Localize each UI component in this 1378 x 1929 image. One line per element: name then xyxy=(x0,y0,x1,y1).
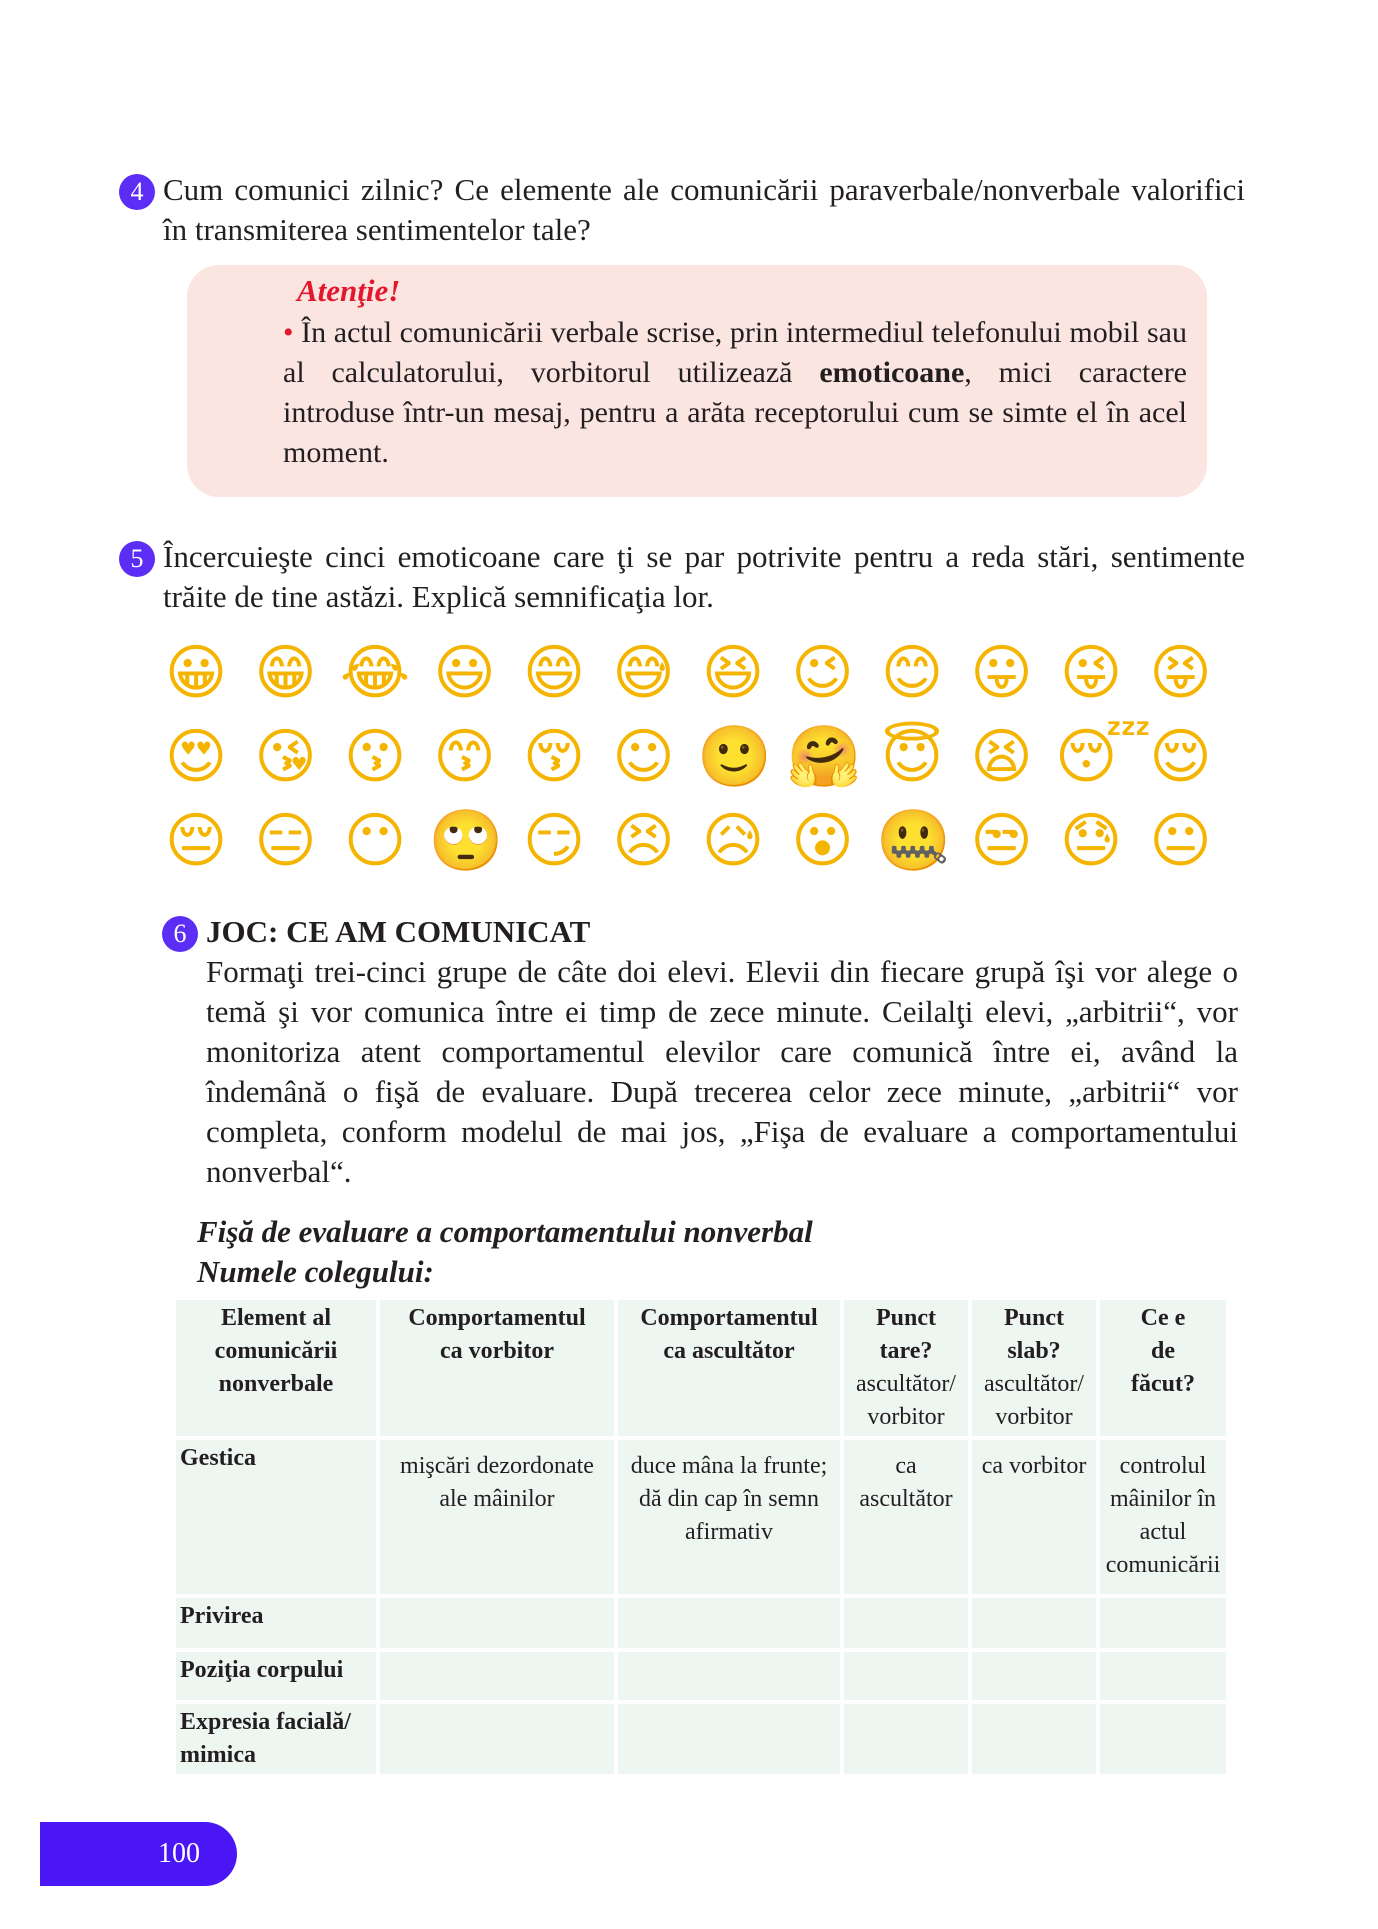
table-cell-empty[interactable] xyxy=(380,1598,614,1648)
row-label: Expresia facială/ mimica xyxy=(176,1704,376,1774)
note-text-after: , mici caractere introduse într-un mesaj, pentru a arăta receptorului cum se simte el în acel moment. xyxy=(283,356,1188,469)
header-speaker-behaviour: Comportamentul ca vorbitor xyxy=(380,1300,614,1436)
question-text: Încercuieşte cinci emoticoane care ţi se par potrivite pentru a reda stări, sentimente trăite de tine astăzi. Explică semnificaţia lor. xyxy=(163,539,1245,614)
kissing-smile-emoji-icon[interactable]: 😙 xyxy=(433,722,496,792)
beaming-emoji-icon[interactable]: 😁 xyxy=(254,638,317,708)
question-number-badge: 4 xyxy=(119,174,155,210)
hushed-emoji-icon[interactable]: 😮 xyxy=(791,806,854,876)
row-label: Gestica xyxy=(176,1440,376,1594)
tongue-emoji-icon[interactable]: 😛 xyxy=(970,638,1033,708)
question-6 xyxy=(173,912,1238,1192)
blush-emoji-icon[interactable]: 😊 xyxy=(880,638,944,708)
table-cell-empty[interactable] xyxy=(972,1652,1096,1700)
no-mouth-emoji-icon[interactable]: 😶 xyxy=(343,806,407,876)
table-cell-empty[interactable] xyxy=(380,1704,614,1774)
squint-tongue-emoji-icon[interactable]: 😝 xyxy=(1149,638,1212,708)
zipper-mouth-emoji-icon[interactable]: 🤐 xyxy=(876,806,951,876)
slight-smile-emoji-icon[interactable]: 🙂 xyxy=(697,722,772,792)
table-row xyxy=(176,1704,1226,1774)
relieved-emoji-icon[interactable]: 😌 xyxy=(1149,722,1212,792)
attention-title: Atenţie! xyxy=(297,273,401,308)
table-cell-empty[interactable] xyxy=(618,1598,840,1648)
grinning-emoji-icon[interactable]: 😀 xyxy=(164,638,228,708)
hug-emoji-icon[interactable]: 🤗 xyxy=(786,722,862,792)
smirk-emoji-icon[interactable]: 😏 xyxy=(522,806,586,876)
row-label: Poziţia corpului xyxy=(176,1652,376,1700)
unamused-emoji-icon[interactable]: 😒 xyxy=(970,806,1033,876)
table-cell: mişcări dezordonate ale mâinilor xyxy=(380,1440,614,1594)
row-label: Privirea xyxy=(176,1598,376,1648)
laughing-emoji-icon[interactable]: 😆 xyxy=(701,638,765,708)
table-cell-empty[interactable] xyxy=(972,1704,1096,1774)
table-cell-empty[interactable] xyxy=(844,1704,968,1774)
table-cell-empty[interactable] xyxy=(1100,1704,1226,1774)
question-number-badge: 6 xyxy=(162,916,198,952)
tears-of-joy-emoji-icon[interactable]: 😂 xyxy=(339,638,411,708)
tired-emoji-icon[interactable]: 😫 xyxy=(970,722,1033,792)
smiley-emoji-icon[interactable]: 😃 xyxy=(433,638,496,708)
wink-emoji-icon[interactable]: 😉 xyxy=(791,638,854,708)
relaxed-emoji-icon[interactable]: ☺ xyxy=(612,722,675,792)
heart-eyes-emoji-icon[interactable]: 😍 xyxy=(164,722,228,792)
colleague-name-label: Numele colegului: xyxy=(197,1254,434,1289)
sheet-title: Fişă de evaluare a comportamentului nonverbal xyxy=(197,1214,813,1249)
table-cell-empty[interactable] xyxy=(1100,1652,1226,1700)
downcast-sweat-emoji-icon[interactable]: 😓 xyxy=(1059,806,1123,876)
expressionless-emoji-icon[interactable]: 😑 xyxy=(254,806,317,876)
question-5 xyxy=(130,537,1245,617)
header-listener-behaviour: Comportamentul ca ascultător xyxy=(618,1300,840,1436)
question-4 xyxy=(130,170,1245,250)
table-cell-empty[interactable] xyxy=(618,1704,840,1774)
table-cell-empty[interactable] xyxy=(618,1652,840,1700)
sad-relieved-emoji-icon[interactable]: 😥 xyxy=(701,806,765,876)
table-row xyxy=(176,1652,1226,1700)
question-number-badge: 5 xyxy=(119,541,155,577)
table-cell: controlul mâinilor în actul comunicării xyxy=(1100,1440,1226,1594)
emoji-grid xyxy=(160,637,1226,877)
header-weak-point: Punct slab? ascultător/ vorbitor xyxy=(972,1300,1096,1436)
neutral-emoji-icon[interactable]: 😐 xyxy=(1149,806,1212,876)
header-strong-point: Punct tare? ascultător/ vorbitor xyxy=(844,1300,968,1436)
page-number: 100 xyxy=(158,1838,200,1869)
table-row xyxy=(176,1440,1226,1594)
wink-tongue-emoji-icon[interactable]: 😜 xyxy=(1059,638,1123,708)
table-header-row xyxy=(176,1300,1226,1436)
table-cell-empty[interactable] xyxy=(380,1652,614,1700)
game-instructions: Formaţi trei-cinci grupe de câte doi elevi. Elevii din fiecare grupă îşi vor alege o temă şi vor comunica între ei timp de zece minute. Ceilalţi elevi, „arbitrii“, vor monitoriza atent comportamentul elevilor care comunică între ei, având la îndemână o fişă de evaluare. După trecerea celor zece minute, „arbitrii“ vor completa, conform modelul de mai jos, „Fişa de evaluare a comportamentului nonverbal“. xyxy=(206,954,1238,1189)
attention-text xyxy=(283,313,1187,473)
note-text-before: În actul comunicării verbale scrise, prin intermediul telefonului mobil sau al calculatorului, vorbitorul utilizează xyxy=(283,316,1187,389)
table-cell-empty[interactable] xyxy=(844,1598,968,1648)
table-cell: ca ascultător xyxy=(844,1440,968,1594)
table-cell-empty[interactable] xyxy=(1100,1598,1226,1648)
table-cell-empty[interactable] xyxy=(844,1652,968,1700)
persevere-emoji-icon[interactable]: 😣 xyxy=(612,806,675,876)
question-text: Cum comunici zilnic? Ce elemente ale comunicării paraverbale/nonverbale valorifici în transmiterea sentimentelor tale? xyxy=(163,172,1245,247)
sleeping-emoji-icon[interactable]: 😴 xyxy=(1055,722,1152,792)
evaluation-table xyxy=(172,1296,1230,1778)
smile-emoji-icon[interactable]: 😄 xyxy=(522,638,586,708)
sweat-smile-emoji-icon[interactable]: 😅 xyxy=(612,638,675,708)
table-row xyxy=(176,1598,1226,1648)
note-bold-term: emoticoane xyxy=(819,356,965,389)
halo-emoji-icon[interactable]: 😇 xyxy=(880,722,944,792)
kiss-heart-emoji-icon[interactable]: 😘 xyxy=(254,722,317,792)
pensive-emoji-icon[interactable]: 😔 xyxy=(164,806,228,876)
page-number-tab xyxy=(40,1822,237,1886)
kissing-emoji-icon[interactable]: 😗 xyxy=(343,722,407,792)
attention-box xyxy=(187,265,1207,497)
bullet-icon: • xyxy=(283,316,294,349)
kissing-closed-emoji-icon[interactable]: 😚 xyxy=(522,722,586,792)
eye-roll-emoji-icon[interactable]: 🙄 xyxy=(428,806,504,876)
table-cell-empty[interactable] xyxy=(972,1598,1096,1648)
table-cell: duce mâna la frunte; dă din cap în semn afirmativ xyxy=(618,1440,840,1594)
table-cell: ca vorbitor xyxy=(972,1440,1096,1594)
header-element: Element al comunicării nonverbale xyxy=(176,1300,376,1436)
header-todo: Ce e de făcut? xyxy=(1100,1300,1226,1436)
game-title: JOC: CE AM COMUNICAT xyxy=(206,914,591,949)
